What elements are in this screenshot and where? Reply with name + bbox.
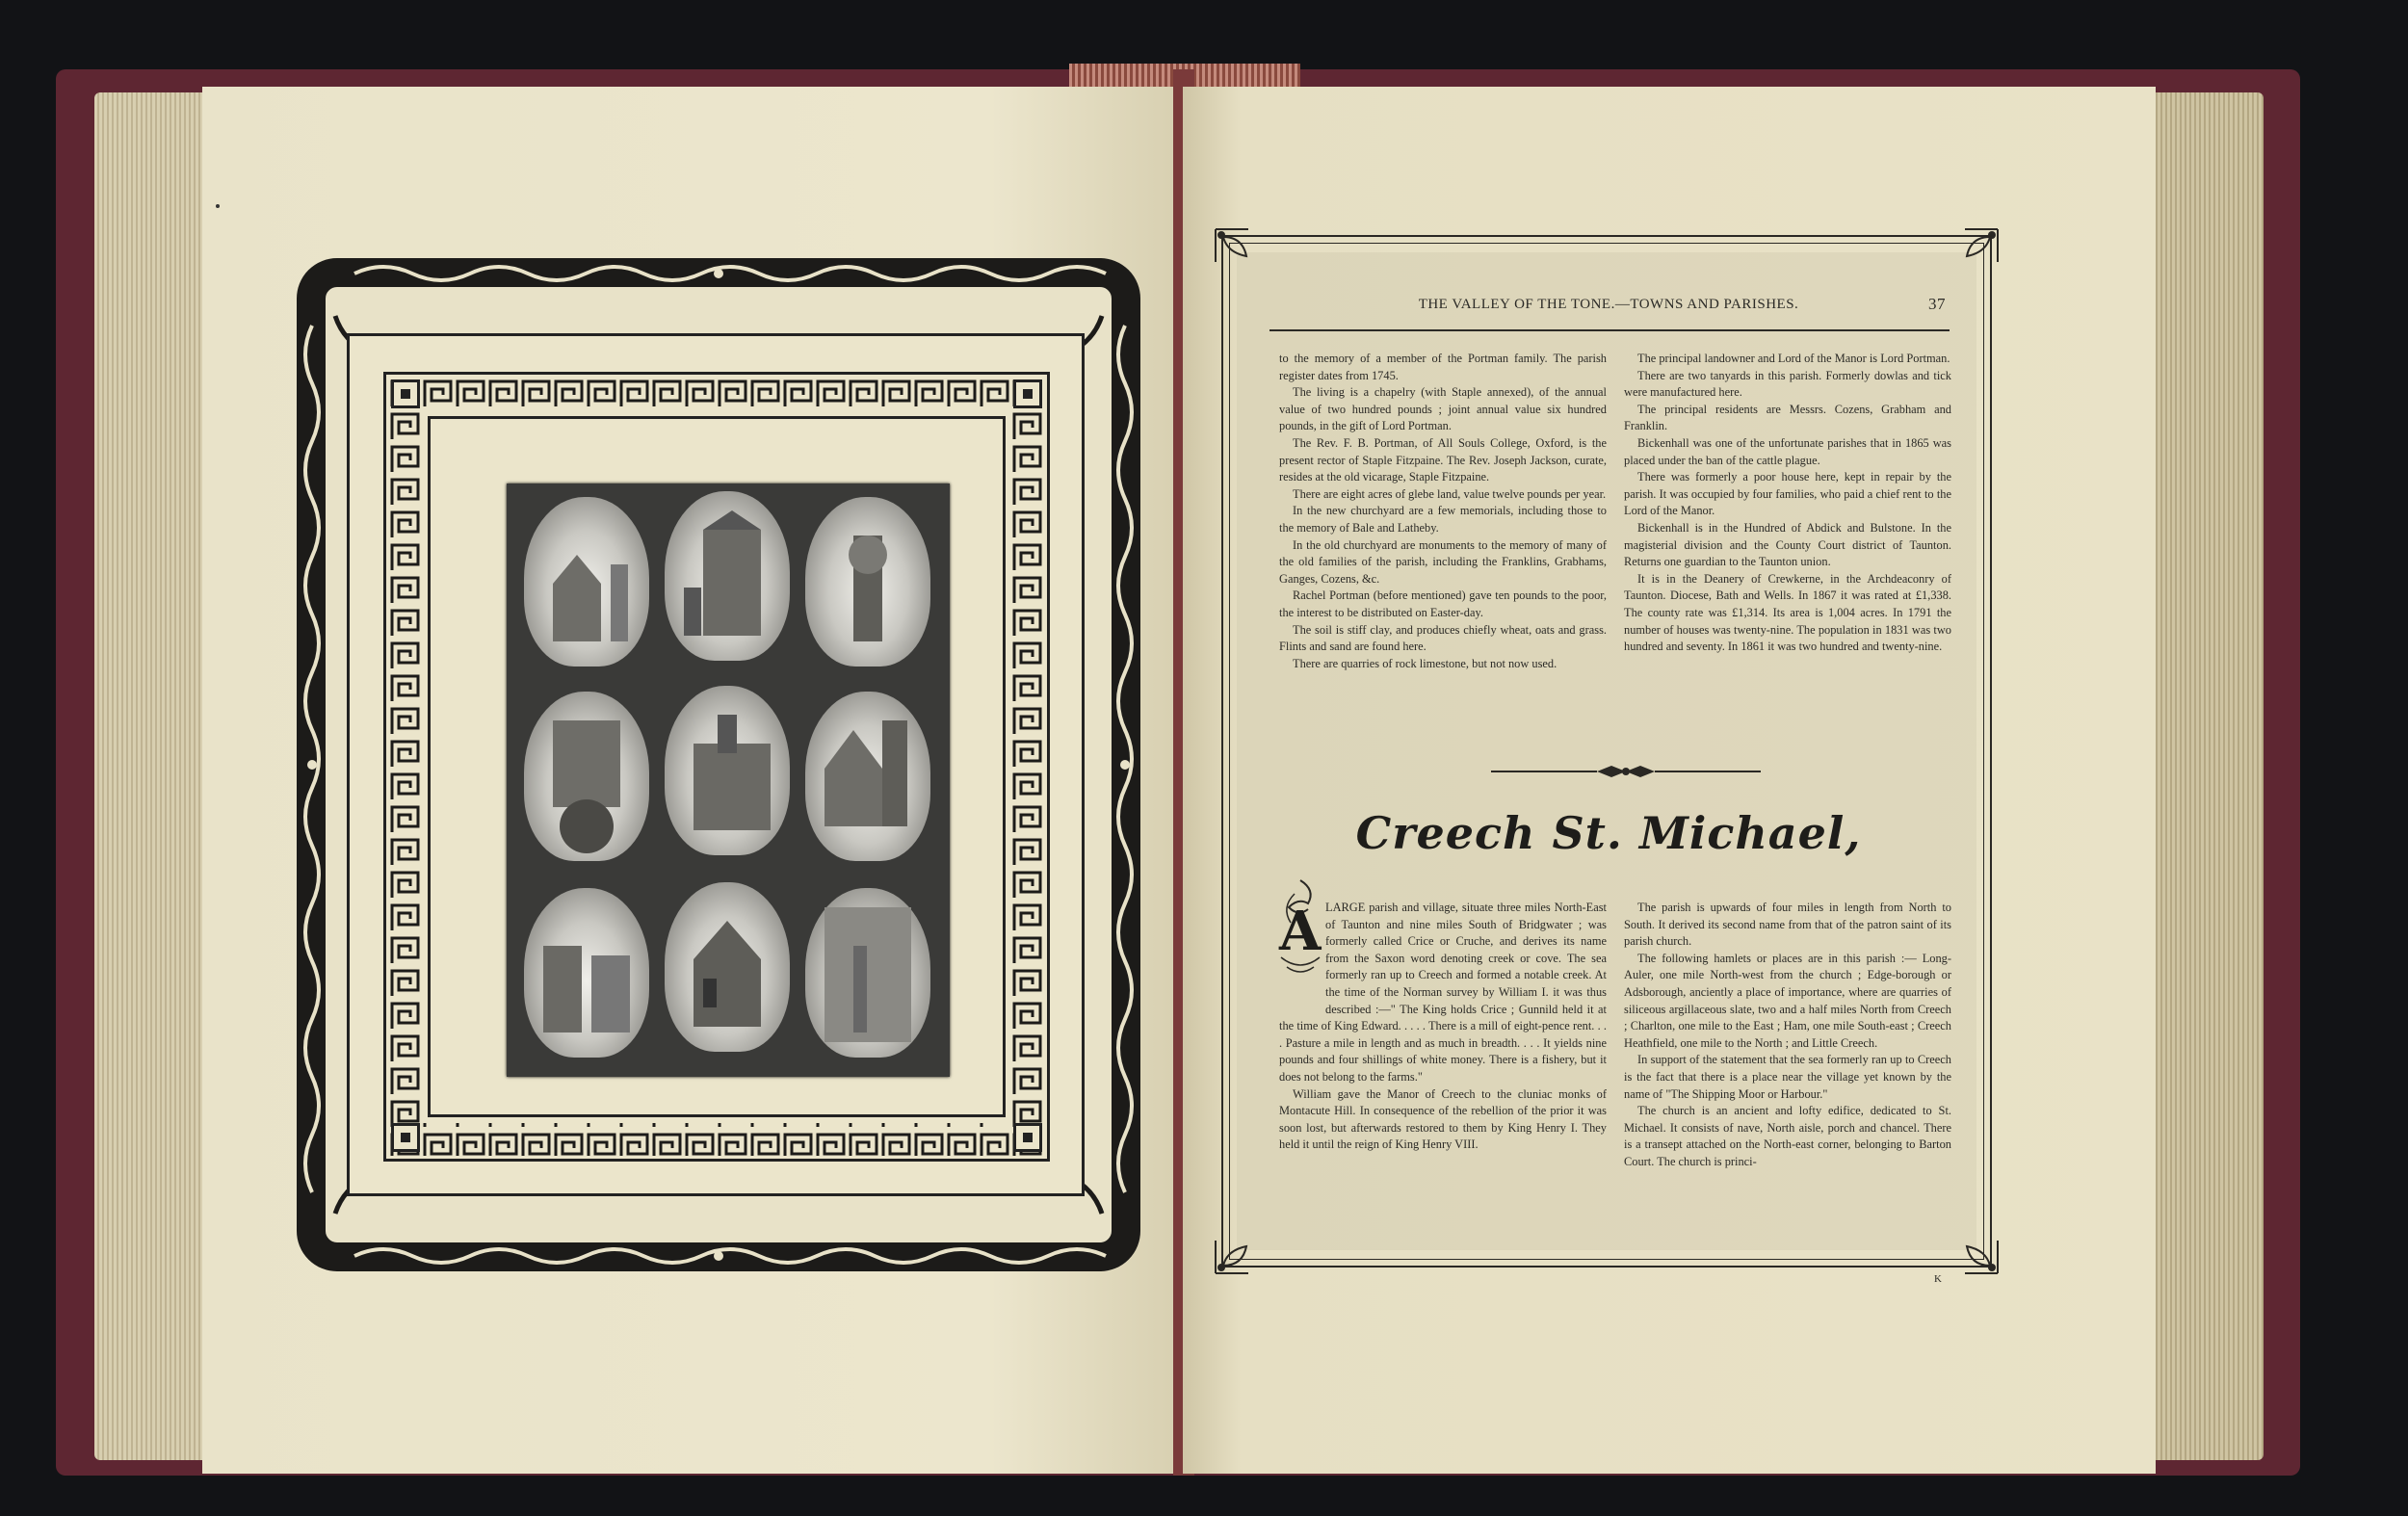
paragraph: In support of the statement that the sea formerly ran up to Creech is the fact that there is a place near the village yet known by the name of "The Shipping Moor or Harbour.": [1624, 1053, 1951, 1101]
paragraph: William gave the Manor of Creech to the cluniac monks of Montacute Hill. In consequence of the rebellion of the prior it was soon lost, but afterwards restored to them by King Henry I. They held it until the reign of King Henry VIII.: [1279, 1086, 1607, 1152]
vignette-9: [805, 888, 930, 1058]
page-speck: [216, 204, 220, 208]
upper-right-column: [1624, 351, 1951, 656]
paragraph: In the new churchyard are a few memorials, including those to the memory of Bale and Latheby.: [1279, 504, 1607, 535]
vignette-2: [665, 491, 790, 661]
section-divider: [1491, 762, 1761, 781]
vignette-5: [665, 686, 790, 855]
paragraph: Bickenhall is in the Hundred of Abdick and Bulstone. In the magisterial division and the County Court district of Taunton. Returns one guardian to the Taunton union.: [1624, 520, 1951, 569]
paragraph: LARGE parish and village, situate three miles North-East of Taunton and nine miles South of Bridgwater ; was formerly called Crice or Cruche, and derives its name from the Saxon word denoting creek or cove. The sea formerly ran up to Creech and formed a notable creek. At the time of the Norman survey by William I. it was thus described :—" The King holds Crice ; Gunnild held it at the time of King Edward. . . . . There is a mill of eight-pence rent. . . . Pasture a mile in length and as much in breadth. . . . It yields nine pounds and four shillings of white money. There is a fishery, but it does not belong to the farms.": [1279, 901, 1607, 1084]
lower-left-column: [1279, 900, 1607, 1154]
paragraph: The Rev. F. B. Portman, of All Souls College, Oxford, is the present rector of Staple Fitzpaine. The Rev. Joseph Jackson, curate, resides at the old vicarage, Staple Fitzpaine.: [1279, 435, 1607, 484]
paragraph: The living is a chapelry (with Staple annexed), of the annual value of two hundred pounds ; joint annual value six hundred pounds, in the gift of Lord Portman.: [1279, 385, 1607, 433]
vignette-1: [524, 497, 649, 667]
corner-ornament-bottom-right: [1946, 1221, 2003, 1279]
paragraph: There are quarries of rock limestone, but not now used.: [1293, 656, 1557, 670]
key-corner-top-left: [391, 379, 420, 408]
vignette-3: [805, 497, 930, 667]
corner-ornament-bottom-left: [1210, 1221, 1268, 1279]
paragraph: The soil is stiff clay, and produces chiefly wheat, oats and grass. Flints and sand are found here.: [1279, 622, 1607, 654]
photographic-plate: [507, 484, 950, 1077]
paragraph: The following hamlets or places are in this parish :— Long-Auler, one mile North-west from the church ; Edge-borough or Adsborough, anciently a place of importance, where are quarries of siliceous argillaceous slate, two and a half miles North from Creech ; Charlton, one mile to the East ; Ham, one mile South-east ; Creech Heathfield, one mile to the North ; and Little Creech.: [1624, 951, 1951, 1050]
key-corner-bottom-left: [391, 1123, 420, 1152]
vignette-8: [665, 882, 790, 1052]
corner-ornament-top-right: [1946, 223, 2003, 281]
paragraph: Bickenhall was one of the unfortunate parishes that in 1865 was placed under the ban of the cattle plague.: [1624, 435, 1951, 467]
header-rule: [1269, 329, 1950, 331]
paragraph: The parish is upwards of four miles in length from North to South. It derived its second name from that of the patron saint of its parish church.: [1624, 901, 1951, 949]
upper-left-column: [1279, 351, 1607, 672]
paragraph: The church is an ancient and lofty edifice, dedicated to St. Michael. It consists of nave, North aisle, porch and chancel. There is a transept attached on the North-east corner, belonging to Barton Court. The church is princi-: [1624, 1104, 1951, 1168]
paragraph: There are eight acres of glebe land, value twelve pounds per year.: [1293, 486, 1607, 501]
vignette-7: [524, 888, 649, 1058]
paragraph: The principal landowner and Lord of the Manor is Lord Portman.: [1637, 352, 1950, 365]
key-corner-bottom-right: [1013, 1123, 1042, 1152]
paragraph: In the old churchyard are monuments to the memory of many of the old families of the parish, including the Franklins, Grabhams, Ganges, Cozens, &c.: [1279, 537, 1607, 586]
lower-right-column: [1624, 900, 1951, 1171]
drop-cap-letter: A: [1279, 900, 1322, 963]
paragraph: There are two tanyards in this parish. Formerly dowlas and tick were manufactured here.: [1624, 368, 1951, 400]
running-head-title: THE VALLEY OF THE TONE.—TOWNS AND PARISHES.: [1418, 297, 1799, 312]
paragraph: It is in the Deanery of Crewkerne, in the Archdeaconry of Taunton. Diocese, Bath and Wells. In 1867 it was rated at £1,338. The county rate was £1,314. Its area is 1,004 acres. In 1791 the number of houses was twenty-nine. The population in 1831 was two hundred and seventy. In 1861 it was two hundred and twenty-nine.: [1624, 571, 1951, 654]
paragraph: to the memory of a member of the Portman family. The parish register dates from 1745.: [1279, 352, 1607, 382]
running-head: [1271, 297, 1946, 320]
key-corner-top-right: [1013, 379, 1042, 408]
paragraph: The principal residents are Messrs. Cozens, Grabham and Franklin.: [1624, 402, 1951, 433]
vignette-6: [805, 692, 930, 861]
page-number: 37: [1928, 295, 1946, 313]
right-page-edges: [2138, 92, 2264, 1460]
paragraph: There was formerly a poor house here, kept in repair by the parish. It was occupied by four families, who paid a chief rent to the Lord of the Manor.: [1624, 470, 1951, 518]
corner-ornament-top-left: [1210, 223, 1268, 281]
paragraph: Rachel Portman (before mentioned) gave ten pounds to the poor, the interest to be distributed on Easter-day.: [1279, 588, 1607, 619]
signature-mark: K: [1934, 1273, 1942, 1285]
vignette-4: [524, 692, 649, 861]
section-title: Creech St. Michael,: [1355, 807, 1862, 859]
